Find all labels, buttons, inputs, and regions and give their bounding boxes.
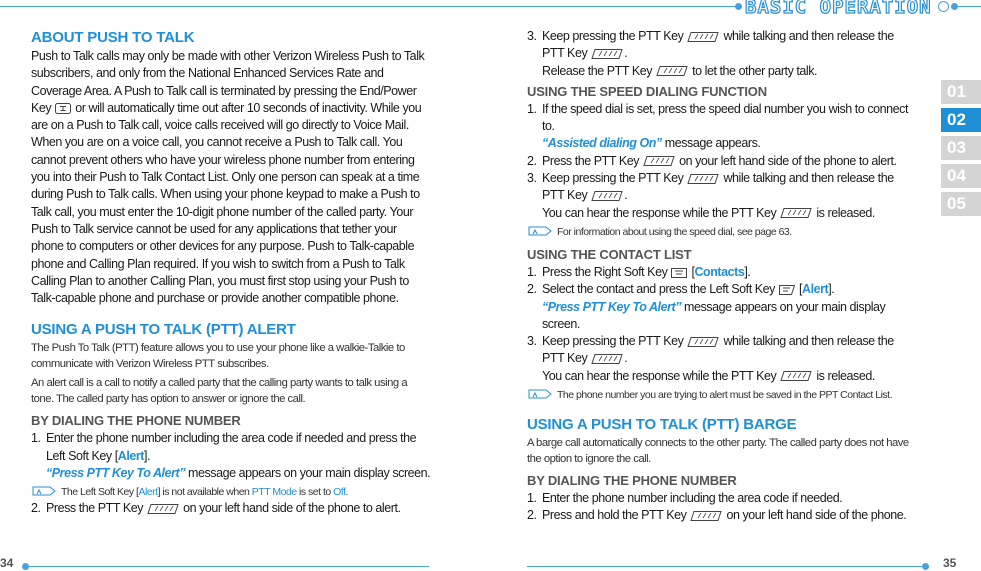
chapter-tab-05[interactable]: 05: [941, 192, 981, 216]
header-rule-right: [958, 6, 981, 7]
speed-step-1: [527, 101, 922, 153]
chapter-tab-03[interactable]: 03: [941, 136, 981, 160]
step-number: 1.: [527, 264, 537, 279]
header-dot-end: [951, 3, 958, 10]
step-text: Keep pressing the PTT Key: [542, 29, 684, 43]
contact-step-1: [527, 264, 922, 281]
step-text: Keep pressing the PTT Key: [542, 334, 684, 349]
step-text: .: [624, 351, 628, 366]
ptt-key-icon: [591, 354, 623, 364]
footer-rule-right: [527, 566, 922, 567]
ptt-key-icon: [687, 337, 719, 347]
ptt-key-icon: [591, 49, 623, 59]
step-text: Enter the phone number including the area code if needed.: [542, 491, 843, 506]
ptt-step-3: [527, 28, 922, 80]
page-number-right: 35: [943, 556, 957, 570]
step-text: You can hear the response while the PTT Key: [542, 205, 777, 220]
step-number: 2.: [31, 501, 41, 516]
note-icon: [527, 224, 553, 238]
footer-dot-left: [22, 563, 29, 570]
step-number: 3.: [527, 29, 537, 43]
contact-step-2: [527, 281, 922, 333]
step-text: Press the PTT Key: [542, 153, 640, 168]
header-rule: [0, 6, 735, 7]
step-text: on your left hand side of the phone to alert.: [679, 153, 897, 168]
page-number-left: 34: [0, 556, 14, 570]
step-number: 3.: [527, 334, 537, 349]
note-icon: [31, 484, 57, 498]
about-heading: ABOUT PUSH TO TALK: [31, 29, 195, 46]
about-paragraph: [31, 48, 431, 307]
contact-step-3: [527, 333, 922, 385]
barge-dial-heading: BY DIALING THE PHONE NUMBER: [527, 473, 737, 489]
step-text: Press the Right Soft Key: [542, 264, 668, 279]
message-rest: message appears.: [661, 136, 761, 151]
step-text: Keep pressing the PTT Key: [542, 171, 684, 186]
step-text: while talking and then release the: [723, 29, 894, 43]
contact-note: [527, 387, 922, 403]
chapter-tabs: [941, 80, 981, 220]
speed-step-3: [527, 170, 922, 222]
contacts-softkey-label: Contacts: [694, 264, 745, 279]
step-number: 2.: [527, 153, 537, 168]
ptt-key-icon: [643, 156, 675, 166]
note-text: The Left Soft Key [: [61, 486, 139, 499]
left-soft-key-icon: [779, 285, 795, 295]
step-text: is released.: [816, 368, 875, 383]
alert-paragraph-1: The Push To Talk (PTT) feature allows you to use your phone like a walkie-Talkie to communicate with Verizon Wireless PTT subscribes.: [31, 342, 405, 371]
step-text: to let the other party talk.: [692, 63, 818, 78]
message-text: “Press PTT Key To Alert”: [542, 299, 682, 314]
note-off-label: Off: [333, 486, 346, 499]
barge-step-2: [527, 507, 922, 524]
step-text-rest: on your left hand side of the phone to alert.: [183, 501, 401, 516]
header-dot-left: [735, 3, 742, 10]
step-text: .: [624, 46, 628, 61]
right-soft-key-icon: [671, 268, 687, 278]
end-power-key-icon: [55, 103, 71, 114]
contact-list-heading: USING THE CONTACT LIST: [527, 246, 692, 262]
barge-paragraph: A barge call automatically connects to the other party. The called party does not have the option to ignore the call.: [527, 437, 909, 466]
speed-dial-heading: USING THE SPEED DIALING FUNCTION: [527, 83, 767, 99]
ptt-key-icon: [687, 32, 719, 42]
ptt-key-icon: [690, 511, 722, 521]
ptt-key-icon: [780, 371, 812, 381]
right-column: [527, 28, 922, 525]
note-text: For information about using the speed dial, see page 63.: [557, 225, 792, 238]
message-text: “Assisted dialing On”: [542, 136, 662, 151]
step-number: 1.: [527, 491, 537, 506]
step-text: Select the contact and press the Left Soft Key: [542, 282, 775, 297]
step-2: [31, 500, 431, 517]
alert-heading: USING A PUSH TO TALK (PTT) ALERT: [31, 321, 296, 339]
chapter-tab-04[interactable]: 04: [941, 164, 981, 188]
step-text-end: ].: [144, 448, 151, 463]
step-text: on your left hand side of the phone.: [726, 508, 907, 523]
bracket: [: [799, 282, 803, 297]
ptt-key-icon: [147, 504, 179, 514]
chapter-tab-02[interactable]: 02: [941, 108, 981, 132]
dial-heading: BY DIALING THE PHONE NUMBER: [31, 413, 241, 429]
message-rest: message appears on your main display screen.: [542, 299, 886, 331]
footer-dot-right: [922, 563, 929, 570]
alert-softkey-label: Alert: [802, 282, 829, 297]
chapter-tab-01[interactable]: 01: [941, 80, 981, 104]
note-text-d: .: [345, 486, 348, 499]
left-column: [31, 28, 431, 518]
step-text: You can hear the response while the PTT Key: [542, 368, 777, 383]
step-number: 1.: [31, 431, 41, 446]
message-text: “Press PTT Key To Alert”: [46, 466, 186, 481]
step-text: Enter the phone number including the area code if needed and press the Left Soft Key [: [46, 431, 417, 463]
step-text: .: [624, 188, 628, 203]
step-number: 3.: [527, 171, 537, 186]
header-dot-right: [938, 1, 949, 12]
step-text: Release the PTT Key: [542, 63, 653, 78]
note-text: The phone number you are trying to alert must be saved in the PPT Contact List.: [557, 389, 893, 402]
bracket: ].: [744, 264, 751, 279]
step-1: [31, 430, 431, 482]
barge-heading: USING A PUSH TO TALK (PTT) BARGE: [527, 416, 797, 434]
speed-step-2: [527, 153, 922, 170]
ptt-key-icon: [656, 66, 688, 76]
step-text: PTT Key: [542, 351, 588, 366]
step-text: Press and hold the PTT Key: [542, 508, 687, 523]
step-text: PTT Key: [542, 46, 588, 61]
step-number: 2.: [527, 282, 537, 297]
step-text: Press the PTT Key: [46, 501, 144, 516]
note-alert-label: Alert: [138, 486, 158, 499]
step-text: is released.: [816, 205, 875, 220]
alert-softkey-label: Alert: [117, 448, 145, 463]
section-title: BASIC OPERATION: [745, 0, 932, 18]
speed-note: [527, 224, 922, 240]
bracket: [: [691, 264, 695, 279]
note-icon: [527, 387, 553, 401]
step-text: while talking and then release the: [723, 171, 894, 186]
step-number: 1.: [527, 101, 537, 116]
note-text-c: is set to: [296, 486, 334, 499]
about-text-2: or will automatically time out after 10 seconds of inactivity. While you are on a Push to Talk call, voice calls received will go directly to Voice Mail. When you are on a voice call, you cannot receive a Push to Talk call. You cannot prevent others who have your wireless phone number from entering you into their Push to Talk Contact List. Only one person can speak at a time during Push to Talk calls. When using your phone keypad to make a Push to Talk call, you must enter the 10-digit phone number of the called party. Your Push to Talk service cannot be used for any applications that tether your phone to computers or other devices for any purpose. Push to Talk-capable phone and Calling Plan required. If you wish to switch from a Push to Talk Calling Plan to another Calling Plan, you must first stop using your Push to Talk-capable phone and purchase or provide another compatible phone.: [31, 100, 422, 306]
about-text-1: Push to Talk calls may only be made with other Verizon Wireless Push to Talk subscribers, and only from the National Enhanced Services Rate and Coverage Area. A Push to Talk call is terminated by pressing the End/Power Key: [31, 49, 425, 115]
ptt-key-icon: [591, 191, 623, 201]
note-1: [31, 484, 431, 500]
step-number: 2.: [527, 508, 537, 523]
note-text-b: ] is not available when: [157, 486, 252, 499]
note-ptt-mode-label: PTT Mode: [251, 486, 297, 499]
ptt-key-icon: [687, 174, 719, 184]
footer-rule-left: [29, 566, 429, 567]
alert-paragraph-2: An alert call is a call to notify a called party that the calling party wants to talk using a tone. The called party has option to answer or ignore the call.: [31, 377, 408, 406]
bracket: ].: [828, 282, 835, 297]
step-text: while talking and then release the: [723, 334, 894, 349]
step-text: If the speed dial is set, press the speed dial number you wish to connect to.: [542, 101, 908, 134]
ptt-key-icon: [780, 208, 812, 218]
barge-step-1: [527, 490, 922, 507]
step-text: PTT Key: [542, 188, 588, 203]
message-rest: message appears on your main display screen.: [185, 466, 431, 481]
